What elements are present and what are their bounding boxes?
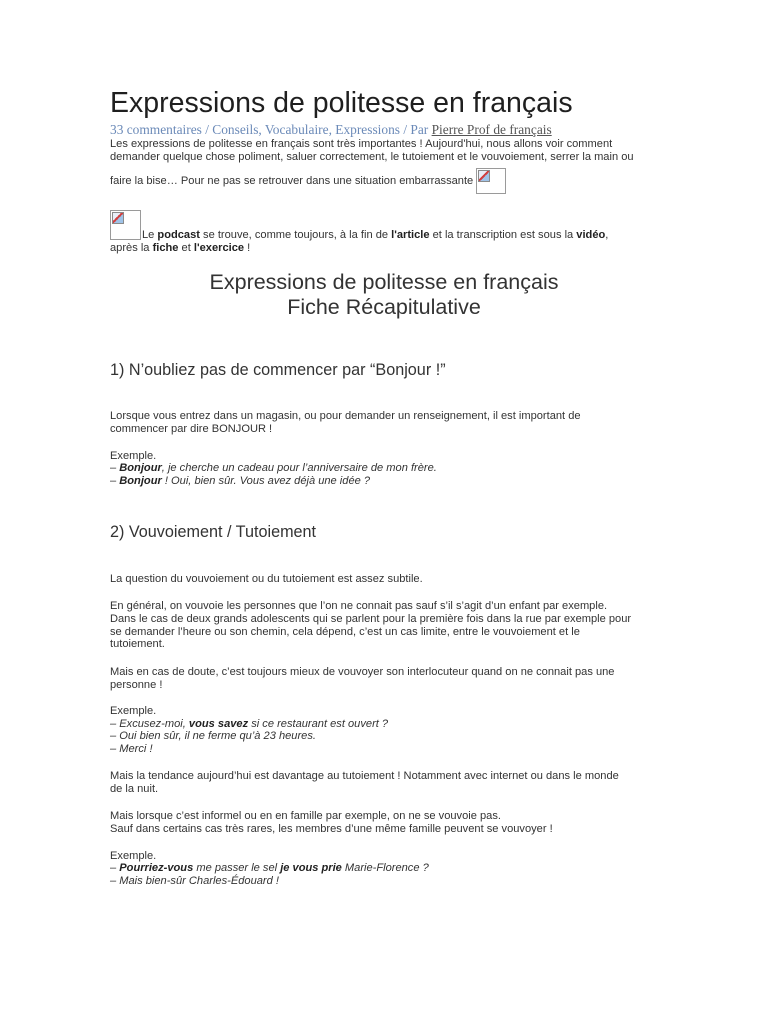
fiche-heading: Expressions de politesse en français — [209, 270, 559, 294]
podcast-text: Le — [142, 229, 158, 241]
podcast-image-placeholder — [110, 210, 141, 240]
fiche-keyword: fiche — [152, 242, 179, 254]
article-keyword: l'article — [391, 229, 430, 241]
example-text: Marie-Florence ? — [341, 862, 429, 874]
broken-image-glyph — [112, 212, 124, 224]
section-heading-vouvoiement: 2) Vouvoiement / Tutoiement — [110, 523, 317, 541]
example-label: Exemple. — [110, 850, 157, 862]
podcast-line — [110, 242, 658, 255]
paragraph-line: Dans le cas de deux grands adolescents qui se parlent pour la première fois dans la rue par exemple pour — [110, 613, 632, 625]
dash: – — [110, 862, 120, 874]
podcast-keyword: podcast — [157, 229, 200, 241]
example-bold: vous savez — [188, 718, 249, 730]
broken-image-glyph — [478, 170, 490, 182]
example-text: – Merci ! — [110, 743, 153, 755]
example-bold: je vous prie — [280, 862, 342, 874]
article-title: Expressions de politesse en français — [110, 87, 573, 119]
podcast-text: après la — [110, 242, 153, 254]
author-link[interactable]: Pierre Prof de français — [431, 122, 552, 137]
example-line — [110, 862, 658, 875]
comments-link[interactable]: 33 commentaires — [110, 122, 202, 137]
podcast-text: , — [605, 229, 609, 241]
paragraph-line: de la nuit. — [110, 783, 159, 795]
example-text: si ce restaurant est ouvert ? — [248, 718, 389, 730]
example-text: – Mais bien-sûr Charles-Édouard ! — [110, 875, 279, 887]
paragraph-line: La question du vouvoiement ou du tutoiement est assez subtile. — [110, 573, 423, 585]
paragraph-line: Lorsque vous entrez dans un magasin, ou pour demander un renseignement, il est important de — [110, 410, 581, 422]
podcast-text: se trouve, comme toujours, à la fin de — [199, 229, 392, 241]
example-bold: Pourriez-vous — [119, 862, 194, 874]
podcast-text: et la transcription est sous la — [429, 229, 577, 241]
podcast-text: ! — [244, 242, 251, 254]
example-bold: Bonjour — [119, 462, 162, 474]
broken-image-icon — [476, 168, 506, 194]
example-label: Exemple. — [110, 450, 157, 462]
example-line — [110, 718, 658, 731]
example-line — [110, 462, 658, 475]
intro-line — [110, 168, 658, 194]
paragraph-line: En général, on vouvoie les personnes que l’on ne connait pas sauf s’il s’agit d’un enfant par exemple. — [110, 600, 608, 612]
example-line — [110, 875, 658, 888]
paragraph-line: Sauf dans certains cas très rares, les membres d’une même famille peuvent se vouvoyer ! — [110, 823, 553, 835]
example-line — [110, 730, 658, 743]
paragraph-line: se demander l’heure ou son chemin, cela dépend, c’est un cas limite, entre le vouvoiement et le — [110, 626, 580, 638]
intro-line-text: faire la bise… Pour ne pas se retrouver dans une situation embarrassante — [110, 175, 474, 187]
intro-line: demander quelque chose poliment, saluer correctement, le tutoiement et le vouvoiement, serrer la main ou — [110, 151, 634, 163]
paragraph-line: Mais en cas de doute, c’est toujours mieux de vouvoyer son interlocuteur quand on ne connait pas une — [110, 666, 615, 678]
exercise-keyword: l'exercice — [193, 242, 245, 254]
paragraph-line: Mais lorsque c’est informel ou en en famille par exemple, on ne se vouvoie pas. — [110, 810, 501, 822]
example-text: me passer le sel — [193, 862, 281, 874]
intro-line: Les expressions de politesse en français sont très importantes ! Aujourd'hui, nous allons voir comment — [110, 138, 613, 150]
example-text: – Oui bien sûr, il ne ferme qu’à 23 heures. — [110, 730, 316, 742]
meta-separator: / — [201, 122, 213, 137]
example-label: Exemple. — [110, 705, 157, 717]
broken-image-icon — [110, 210, 141, 240]
example-bold: Bonjour — [119, 475, 162, 487]
podcast-text: et — [178, 242, 194, 254]
article-meta — [110, 122, 670, 138]
paragraph-line: tutoiement. — [110, 638, 165, 650]
example-line — [110, 743, 658, 756]
dash: – — [110, 475, 120, 487]
example-text: , je cherche un cadeau pour l’anniversaire de mon frère. — [161, 462, 437, 474]
meta-separator: / — [399, 122, 411, 137]
video-keyword: vidéo — [576, 229, 606, 241]
by-label: Par — [410, 122, 432, 137]
example-line — [110, 475, 658, 488]
podcast-line — [142, 229, 662, 242]
paragraph-line: personne ! — [110, 679, 163, 691]
section-heading-bonjour: 1) N’oubliez pas de commencer par “Bonjour !” — [110, 361, 446, 379]
example-text: ! Oui, bien sûr. Vous avez déjà une idée ? — [161, 475, 371, 487]
fiche-subheading: Fiche Récapitulative — [287, 295, 481, 319]
categories-links[interactable]: Conseils, Vocabulaire, Expressions — [212, 122, 400, 137]
paragraph-line: Mais la tendance aujourd’hui est davantage au tutoiement ! Notamment avec internet ou dans le monde — [110, 770, 619, 782]
paragraph-line: commencer par dire BONJOUR ! — [110, 423, 273, 435]
dash: – — [110, 462, 120, 474]
example-text: – Excusez-moi, — [110, 718, 189, 730]
